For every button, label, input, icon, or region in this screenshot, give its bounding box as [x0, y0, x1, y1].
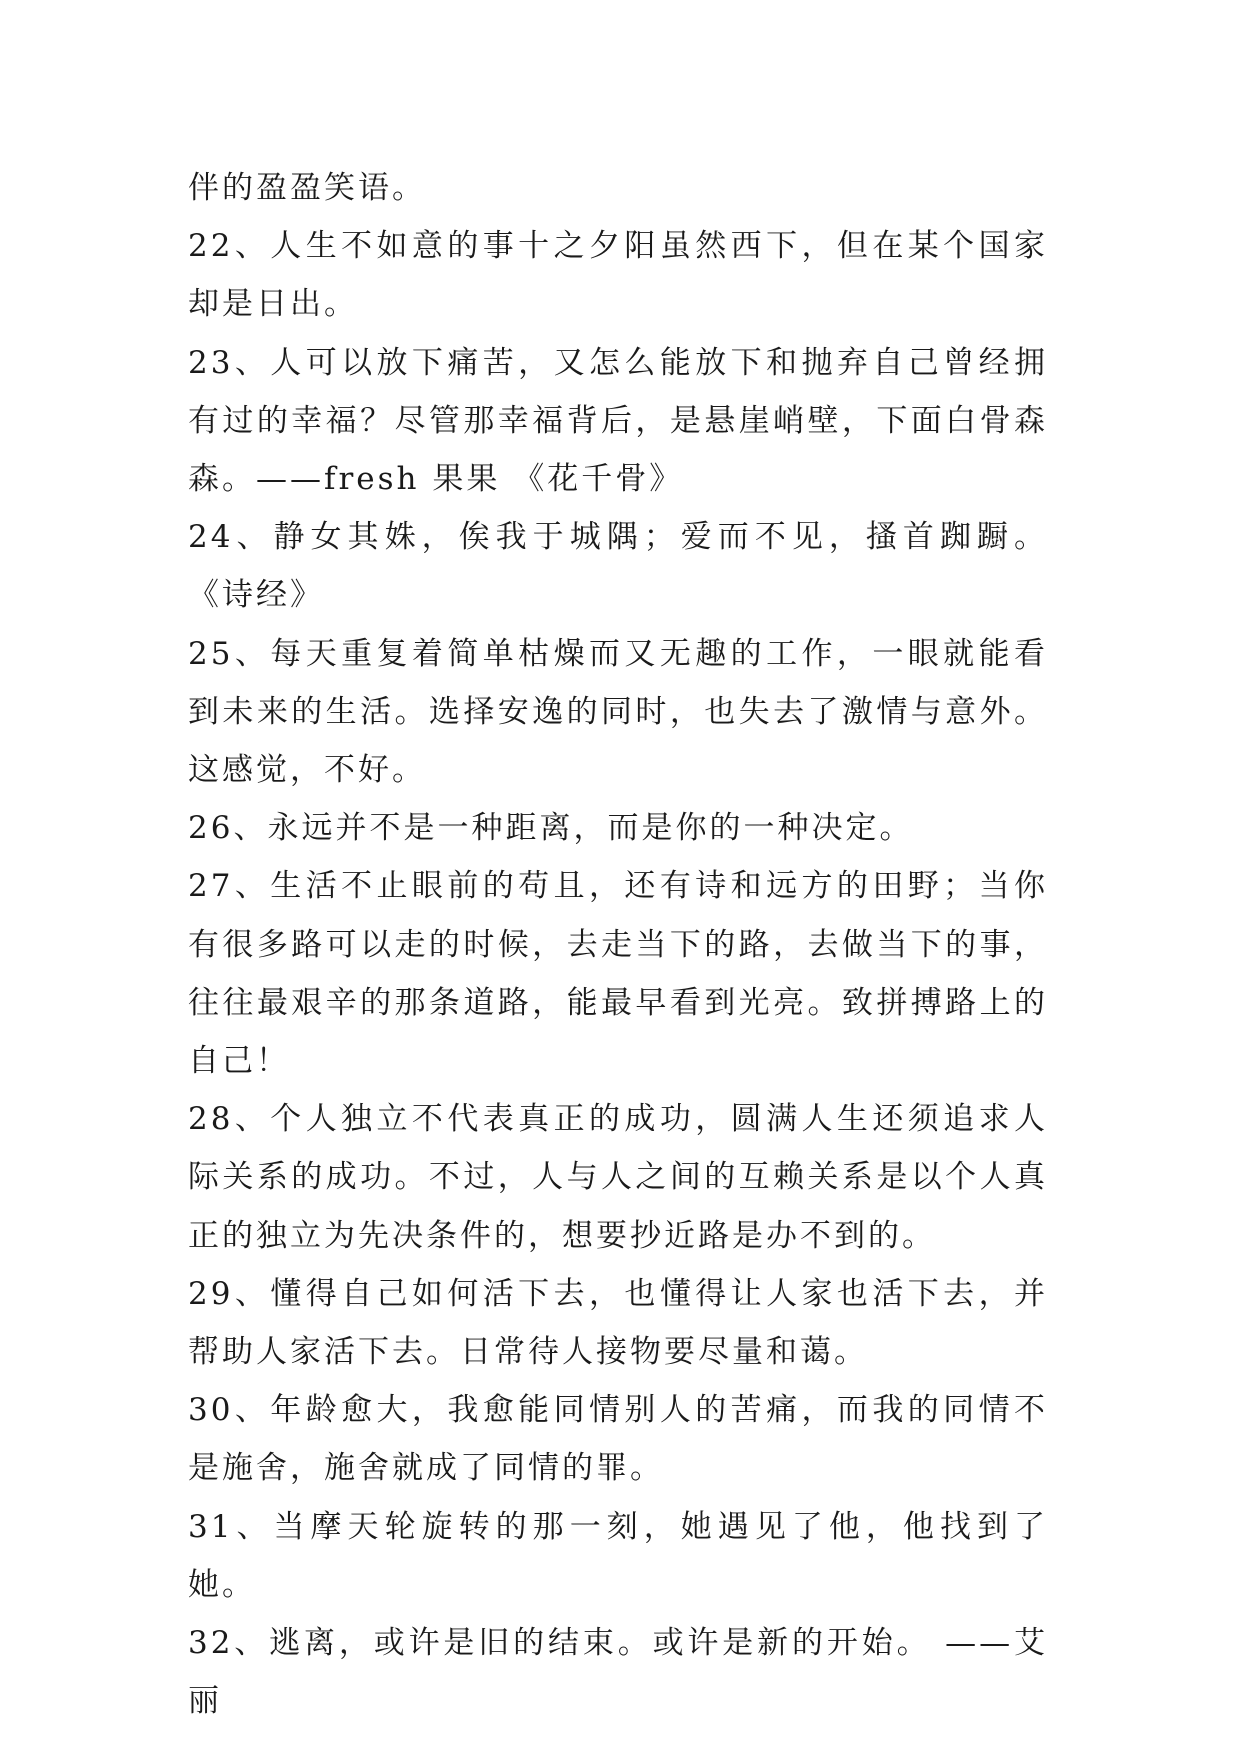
quote-31: 31、当摩天轮旋转的那一刻，她遇见了他，他找到了她。 — [188, 1508, 1048, 1603]
quote-29: 29、懂得自己如何活下去，也懂得让人家也活下去，并帮助人家活下去。日常待人接物要尽量和蔼。 — [188, 1275, 1048, 1371]
quote-26: 26、永远并不是一种距离，而是你的一种决定。 — [188, 810, 914, 847]
paragraph-continuation: 伴的盈盈笑语。 — [188, 170, 426, 206]
quote-22: 22、人生不如意的事十之夕阳虽然西下，但在某个国家却是日出。 — [188, 228, 1048, 323]
quote-27: 27、生活不止眼前的苟且，还有诗和远方的田野；当你有很多路可以走的时候，去走当下的路，去做当下的事，往往最艰辛的那条道路，能最早看到光亮。致拼搏路上的自己！ — [188, 868, 1048, 1080]
quote-28: 28、个人独立不代表真正的成功，圆满人生还须追求人际关系的成功。不过，人与人之间的互赖关系是以个人真正的独立为先决条件的，想要抄近路是办不到的。 — [188, 1101, 1048, 1254]
quote-23: 23、人可以放下痛苦，又怎么能放下和抛弃自己曾经拥有过的幸福？尽管那幸福背后，是悬崖峭壁，下面白骨森森。——fresh 果果 《花千骨》 — [188, 344, 1048, 498]
quote-25: 25、每天重复着简单枯燥而又无趣的工作，一眼就能看到未来的生活。选择安逸的同时，也失去了激情与意外。这感觉，不好。 — [188, 635, 1048, 789]
document-body — [188, 159, 1048, 1730]
quote-30: 30、年龄愈大，我愈能同情别人的苦痛，而我的同情不是施舍，施舍就成了同情的罪。 — [188, 1392, 1048, 1487]
quote-32: 32、逃离，或许是旧的结束。或许是新的开始。 ——艾丽 — [188, 1625, 1048, 1720]
quote-24: 24、静女其姝，俟我于城隅；爱而不见，搔首踟蹰。 《诗经》 — [188, 519, 1048, 614]
